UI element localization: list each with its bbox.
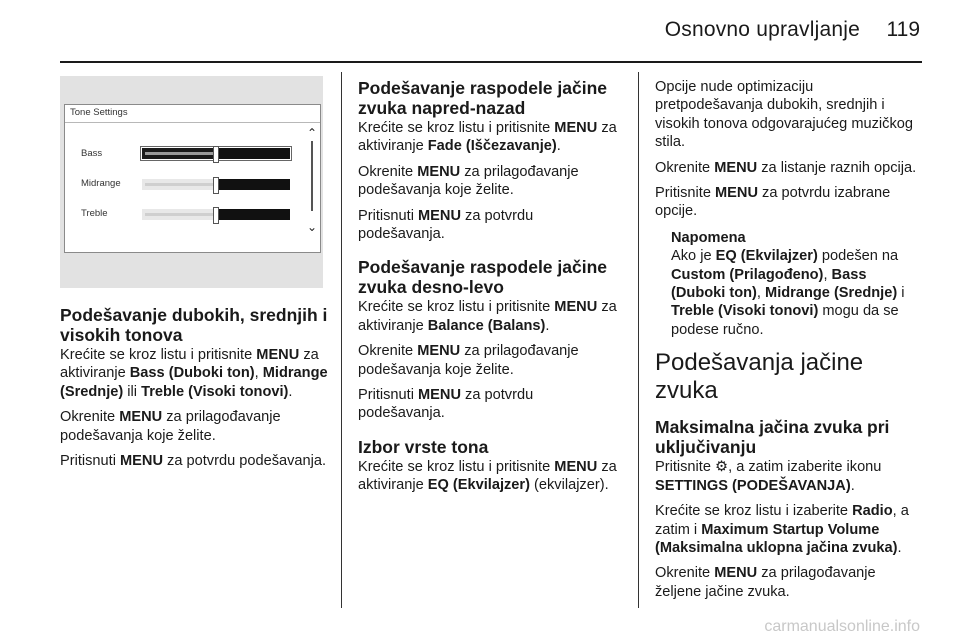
paragraph: Krećite se kroz listu i pritisnite MENU za aktiviranje Balance (Balans). bbox=[358, 299, 617, 334]
settings-icon: ⚙ bbox=[715, 459, 729, 476]
tone-settings-screen bbox=[64, 104, 321, 253]
paragraph: Okrenite MENU za prilagođavanje podešavanja koje želite. bbox=[358, 343, 579, 378]
treble-slider[interactable] bbox=[142, 209, 290, 220]
page-header-title: Osnovno upravljanje bbox=[664, 18, 860, 41]
paragraph: Okrenite MENU za prilagođavanje podešavanja koje želite. bbox=[60, 409, 281, 444]
section-heading: Maksimalna jačina zvuka pri uključivanju bbox=[655, 417, 890, 458]
column-2 bbox=[358, 78, 622, 502]
paragraph: Pritisnite ⚙, a zatim izaberite ikonu SETTINGS (PODEŠAVANJA). bbox=[655, 459, 882, 494]
paragraph: Pritisnite MENU za potvrdu izabrane opcije. bbox=[655, 185, 891, 220]
paragraph: Krećite se kroz listu i pritisnite MENU za aktiviranje Fade (Iščezavanje). bbox=[358, 120, 617, 155]
page-number: 119 bbox=[886, 18, 920, 41]
column-3 bbox=[655, 78, 923, 608]
column-divider-2 bbox=[638, 72, 639, 608]
paragraph: Pritisnuti MENU za potvrdu podešavanja. bbox=[60, 453, 327, 470]
paragraph: Okrenite MENU za prilagođavanje podešavanja koje želite. bbox=[358, 163, 579, 199]
tone-settings-title: Tone Settings bbox=[70, 107, 128, 118]
midrange-label: Midrange bbox=[81, 178, 121, 189]
note-body: Ako je EQ (Ekvilajzer) podešen na Custom (Prilagođeno), Bass (Duboki ton), Midrange (Srednje) i Treble (Visoki tonovi) mogu da se podese ručno. bbox=[671, 248, 905, 338]
tone-title-divider bbox=[65, 122, 320, 123]
bass-label: Bass bbox=[81, 148, 103, 159]
note-box bbox=[671, 229, 923, 339]
note-title: Napomena bbox=[671, 229, 746, 246]
chapter-heading: Podešavanja jačine zvuka bbox=[655, 349, 864, 405]
section-heading: Podešavanje dubokih, srednjih i visokih tonova bbox=[60, 305, 328, 345]
watermark: carmanualsonline.info bbox=[764, 618, 920, 635]
section-heading: Izbor vrste tona bbox=[358, 436, 489, 457]
paragraph: Opcije nude optimizaciju pretpodešavanja dubokih, srednjih i visokih tonova odgovarajućeg muzičkog stila. bbox=[655, 79, 913, 151]
tone-settings-figure bbox=[60, 76, 323, 288]
paragraph: Okrenite MENU za listanje raznih opcija. bbox=[655, 159, 917, 176]
paragraph: Pritisnuti MENU za potvrdu podešavanja. bbox=[358, 207, 534, 243]
paragraph: Krećite se kroz listu i izaberite Radio, a zatim i Maximum Startup Volume (Maksimalna uklopna jačina zvuka). bbox=[655, 503, 909, 556]
paragraph: Krećite se kroz listu i pritisnite MENU za aktiviranje EQ (Ekvilajzer) (ekvilajzer). bbox=[358, 458, 617, 494]
bass-slider[interactable] bbox=[142, 148, 290, 159]
section-heading: Podešavanje raspodele jačine zvuka napred-nazad bbox=[358, 78, 608, 118]
header-rule bbox=[60, 61, 922, 63]
slider-handle[interactable] bbox=[213, 177, 219, 194]
paragraph: Pritisnuti MENU za potvrdu podešavanja. bbox=[358, 387, 534, 422]
scrollbar[interactable] bbox=[311, 141, 313, 211]
column-1 bbox=[60, 305, 330, 477]
slider-handle[interactable] bbox=[213, 207, 219, 224]
column-divider-1 bbox=[341, 72, 342, 608]
treble-label: Treble bbox=[81, 208, 108, 219]
paragraph: Krećite se kroz listu i pritisnite MENU za aktiviranje Bass (Duboki ton), Midrange (Srednje) ili Treble (Visoki tonovi). bbox=[60, 347, 328, 400]
scroll-down-icon[interactable]: ⌄ bbox=[307, 220, 318, 234]
paragraph: Okrenite MENU za prilagođavanje željene jačine zvuka. bbox=[655, 565, 876, 600]
scroll-up-icon[interactable]: ⌃ bbox=[307, 126, 318, 140]
slider-handle[interactable] bbox=[213, 146, 219, 163]
section-heading: Podešavanje raspodele jačine zvuka desno-levo bbox=[358, 257, 608, 298]
midrange-slider[interactable] bbox=[142, 179, 290, 190]
